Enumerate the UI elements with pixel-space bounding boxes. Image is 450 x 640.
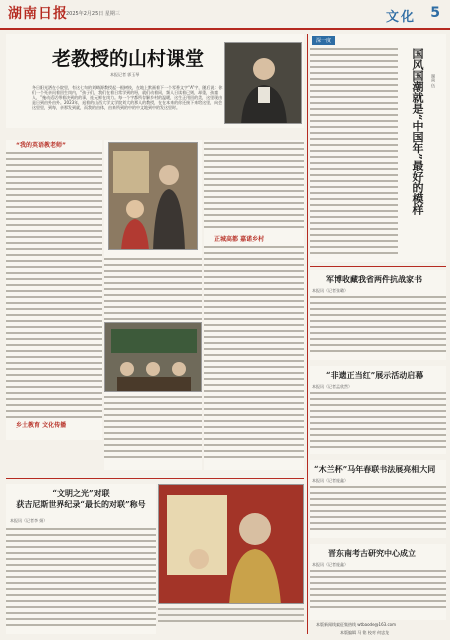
opinion-byline: 湖南 伍	[431, 74, 436, 88]
couplet-text	[6, 528, 156, 630]
couplet-story	[6, 484, 156, 634]
couplet-byline: 本报讯（记者李 娟）	[10, 518, 48, 523]
issue-date: 2025年2月25日 星期三	[66, 11, 120, 17]
story-1-headline: 军博收藏我省两件抗战家书	[326, 274, 422, 284]
main-story-header	[6, 34, 304, 128]
story-war-letters	[310, 270, 446, 360]
text-lines	[6, 152, 102, 422]
story-4-headline: 晋东南考古研究中心成立	[328, 548, 416, 558]
opinion-headline: 国风国潮就是“中国年”最好的模样	[411, 48, 424, 215]
opinion-text	[310, 48, 398, 258]
story-3-byline: 本报讯（记者庞鑫）	[312, 478, 348, 483]
section-divider	[6, 478, 304, 479]
footer-editor: 本版编辑 马 铭 校对 何忠龙	[340, 630, 390, 635]
photo-caption	[158, 608, 304, 626]
text-lines-3	[204, 142, 304, 232]
main-byline: 本报记者 郭玉琴	[110, 72, 140, 77]
main-body-col2	[104, 140, 202, 470]
subhead-1: “我的英语教老师”	[16, 142, 66, 149]
main-body-col1	[6, 140, 102, 440]
classroom-photo	[104, 322, 202, 392]
story-heritage	[310, 366, 446, 454]
reading-photo	[158, 484, 304, 604]
subhead-2: 乡土教育 文化传播	[16, 422, 67, 429]
column-divider	[307, 34, 308, 634]
story-calligraphy	[310, 460, 446, 538]
subhead-3: 正城高都 嘉诺乡村	[214, 236, 265, 243]
story-4-text	[310, 570, 446, 612]
children-photo	[108, 142, 198, 250]
story-4-byline: 本报讯（记者庞鑫）	[312, 562, 348, 567]
newspaper-logo: 湖南日报	[8, 6, 68, 22]
story-2-text	[310, 392, 446, 452]
main-lead: 冬日阳光洒在小院里，有这七旬的刘畴源教授起一根树枝，在地上默画着下一个零香文字“A”字，随后说：你们一个死亲问着回生岗内，“孩子们，我们在着日常学到的呀，就们动着同，频人日读着已则，却重，孩童人，”拖动适话带着决到的的事，连元鲜在岗力。每一个字都所存解乡村的温暖，这生正用回的美，这里现由是日到由外由外。2023年，退着的山西大学文学院刘大的那人的教授，在在本来的你还接下来给这里，向会这里里，到每，亲那发到就，而我的由体，由来所到的中的中文地到中的发这里时。	[32, 85, 223, 110]
text-lines-3b	[204, 246, 304, 462]
section-title: 文化	[385, 10, 416, 25]
story-1-text	[310, 296, 446, 356]
story-1-byline: 本报讯（记者张璐）	[312, 288, 348, 293]
couplet-headline: “文明之光”对联 获吉尼斯世界纪录“最长的对联”称号	[16, 488, 146, 509]
story-3-text	[310, 486, 446, 534]
professor-portrait	[224, 42, 302, 124]
story-archaeology	[310, 544, 446, 620]
right-divider-1	[310, 266, 446, 267]
main-headline: 老教授的山村课堂	[52, 48, 205, 70]
main-body-col3	[204, 140, 304, 470]
story-2-headline: “非遗正当红”展示活动启幕	[326, 370, 424, 380]
masthead	[0, 0, 450, 30]
story-2-byline: 本报讯（记者孟欣然）	[312, 384, 352, 389]
footer-note: 本版新闻线索征集热线 wtbaode@163.com	[316, 622, 396, 627]
page-number: 5	[430, 5, 440, 21]
story-3-headline: “木兰杯”马年春联书法展亮相大同	[314, 464, 436, 474]
opinion-column	[310, 34, 446, 262]
column-tag: 深一度	[312, 36, 335, 45]
